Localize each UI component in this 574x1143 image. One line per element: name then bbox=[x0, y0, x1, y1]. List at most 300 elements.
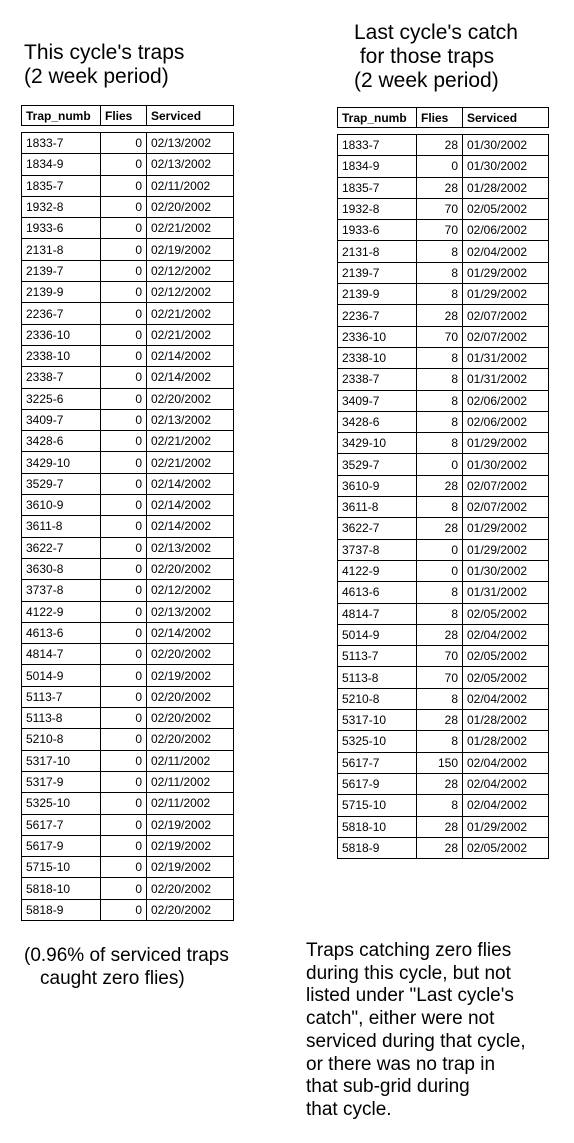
serviced-date-cell: 02/20/2002 bbox=[147, 878, 234, 899]
trap-number-cell: 5317-9 bbox=[22, 771, 101, 792]
table-row bbox=[338, 539, 549, 560]
serviced-date-cell: 02/07/2002 bbox=[463, 326, 549, 347]
serviced-date-cell: 02/11/2002 bbox=[147, 175, 234, 196]
serviced-date-cell: 02/12/2002 bbox=[147, 580, 234, 601]
flies-cell: 28 bbox=[417, 518, 463, 539]
table-row bbox=[338, 390, 549, 411]
flies-cell: 70 bbox=[417, 326, 463, 347]
trap-number-cell: 3529-7 bbox=[338, 454, 417, 475]
flies-cell: 8 bbox=[417, 390, 463, 411]
trap-number-cell: 3529-7 bbox=[22, 473, 101, 494]
trap-number-cell: 5325-10 bbox=[338, 731, 417, 752]
flies-cell: 8 bbox=[417, 411, 463, 432]
header-spacer bbox=[22, 126, 234, 133]
table-row bbox=[22, 878, 234, 899]
table-row bbox=[22, 367, 234, 388]
serviced-date-cell: 02/20/2002 bbox=[147, 196, 234, 217]
flies-cell: 8 bbox=[417, 688, 463, 709]
note-line: listed under "Last cycle's bbox=[306, 985, 514, 1007]
trap-number-cell: 2139-9 bbox=[338, 284, 417, 305]
flies-cell: 0 bbox=[101, 665, 147, 686]
trap-number-cell: 5818-10 bbox=[22, 878, 101, 899]
serviced-date-cell: 02/20/2002 bbox=[147, 899, 234, 920]
trap-number-cell: 1932-8 bbox=[22, 196, 101, 217]
table-row bbox=[22, 558, 234, 579]
flies-cell: 0 bbox=[101, 686, 147, 707]
flies-cell: 70 bbox=[417, 646, 463, 667]
table-row bbox=[22, 708, 234, 729]
trap-number-cell: 5617-7 bbox=[338, 752, 417, 773]
trap-number-cell: 5818-9 bbox=[338, 837, 417, 858]
trap-number-cell: 4613-6 bbox=[338, 582, 417, 603]
table-row bbox=[338, 156, 549, 177]
flies-cell: 8 bbox=[417, 262, 463, 283]
serviced-date-cell: 01/29/2002 bbox=[463, 518, 549, 539]
table-row bbox=[22, 388, 234, 409]
flies-cell: 0 bbox=[101, 708, 147, 729]
serviced-date-cell: 02/21/2002 bbox=[147, 324, 234, 345]
serviced-date-cell: 01/30/2002 bbox=[463, 135, 549, 156]
table-row bbox=[338, 773, 549, 794]
serviced-date-cell: 02/04/2002 bbox=[463, 795, 549, 816]
table-row bbox=[338, 752, 549, 773]
header-spacer-cell bbox=[22, 126, 234, 133]
serviced-date-cell: 02/06/2002 bbox=[463, 411, 549, 432]
table-row bbox=[22, 686, 234, 707]
trap-number-cell: 3409-7 bbox=[22, 409, 101, 430]
flies-cell: 0 bbox=[101, 175, 147, 196]
table-row bbox=[338, 688, 549, 709]
trap-number-cell: 3429-10 bbox=[22, 452, 101, 473]
flies-cell: 0 bbox=[101, 580, 147, 601]
table-row bbox=[338, 198, 549, 219]
trap-number-cell: 3622-7 bbox=[338, 518, 417, 539]
trap-number-cell: 2338-7 bbox=[22, 367, 101, 388]
table-row bbox=[22, 324, 234, 345]
trap-number-cell: 3429-10 bbox=[338, 433, 417, 454]
flies-cell: 0 bbox=[417, 156, 463, 177]
trap-number-cell: 3428-6 bbox=[22, 431, 101, 452]
table-row bbox=[338, 582, 549, 603]
serviced-date-cell: 02/14/2002 bbox=[147, 367, 234, 388]
table-row bbox=[338, 837, 549, 858]
serviced-date-cell: 02/07/2002 bbox=[463, 497, 549, 518]
table-row bbox=[22, 537, 234, 558]
table-row bbox=[338, 560, 549, 581]
table-row bbox=[338, 220, 549, 241]
trap-number-cell: 5617-7 bbox=[22, 814, 101, 835]
serviced-date-cell: 02/04/2002 bbox=[463, 773, 549, 794]
table-row bbox=[338, 454, 549, 475]
table-row bbox=[22, 218, 234, 239]
trap-number-cell: 1834-9 bbox=[338, 156, 417, 177]
table-row bbox=[338, 731, 549, 752]
serviced-date-cell: 02/20/2002 bbox=[147, 644, 234, 665]
last-cycle-title: Last cycle's catch for those traps (2 week period) bbox=[354, 21, 518, 92]
trap-number-cell: 3622-7 bbox=[22, 537, 101, 558]
serviced-date-cell: 02/21/2002 bbox=[147, 303, 234, 324]
flies-cell: 28 bbox=[417, 710, 463, 731]
serviced-date-cell: 02/21/2002 bbox=[147, 452, 234, 473]
table-row bbox=[338, 795, 549, 816]
last-cycle-table bbox=[337, 107, 549, 859]
column-header-flies: Flies bbox=[101, 106, 147, 126]
trap-number-cell: 3610-9 bbox=[22, 495, 101, 516]
trap-number-cell: 1833-7 bbox=[338, 135, 417, 156]
serviced-date-cell: 02/05/2002 bbox=[463, 646, 549, 667]
serviced-date-cell: 02/04/2002 bbox=[463, 752, 549, 773]
table-row bbox=[22, 729, 234, 750]
trap-number-cell: 3737-8 bbox=[338, 539, 417, 560]
serviced-date-cell: 02/19/2002 bbox=[147, 239, 234, 260]
serviced-date-cell: 02/20/2002 bbox=[147, 729, 234, 750]
flies-cell: 28 bbox=[417, 475, 463, 496]
flies-cell: 28 bbox=[417, 135, 463, 156]
trap-number-cell: 2139-9 bbox=[22, 282, 101, 303]
flies-cell: 0 bbox=[101, 537, 147, 558]
flies-cell: 8 bbox=[417, 241, 463, 262]
serviced-date-cell: 02/06/2002 bbox=[463, 220, 549, 241]
serviced-date-cell: 02/05/2002 bbox=[463, 837, 549, 858]
missing-traps-explanation-note bbox=[306, 940, 572, 1122]
table-row bbox=[338, 241, 549, 262]
note-line: that sub-grid during bbox=[306, 1076, 470, 1098]
serviced-date-cell: 01/29/2002 bbox=[463, 284, 549, 305]
table-row bbox=[22, 239, 234, 260]
trap-number-cell: 2131-8 bbox=[22, 239, 101, 260]
flies-cell: 8 bbox=[417, 497, 463, 518]
table-row bbox=[22, 175, 234, 196]
zero-catch-percentage-note bbox=[24, 944, 294, 990]
flies-cell: 0 bbox=[101, 516, 147, 537]
table-row bbox=[22, 345, 234, 366]
trap-number-cell: 3428-6 bbox=[338, 411, 417, 432]
trap-number-cell: 1932-8 bbox=[338, 198, 417, 219]
table-row bbox=[338, 816, 549, 837]
column-header-serviced: Serviced bbox=[147, 106, 234, 126]
serviced-date-cell: 02/20/2002 bbox=[147, 558, 234, 579]
trap-number-cell: 2338-10 bbox=[338, 347, 417, 368]
trap-number-cell: 5014-9 bbox=[22, 665, 101, 686]
column-header-trap-number: Trap_numb bbox=[22, 106, 101, 126]
table-row bbox=[338, 326, 549, 347]
serviced-date-cell: 01/30/2002 bbox=[463, 560, 549, 581]
flies-cell: 0 bbox=[101, 452, 147, 473]
column-header-trap-number: Trap_numb bbox=[338, 108, 417, 128]
trap-number-cell: 1834-9 bbox=[22, 154, 101, 175]
table-row bbox=[22, 580, 234, 601]
serviced-date-cell: 02/13/2002 bbox=[147, 409, 234, 430]
serviced-date-cell: 02/19/2002 bbox=[147, 665, 234, 686]
trap-number-cell: 5317-10 bbox=[338, 710, 417, 731]
serviced-date-cell: 01/28/2002 bbox=[463, 177, 549, 198]
serviced-date-cell: 02/14/2002 bbox=[147, 345, 234, 366]
trap-number-cell: 2139-7 bbox=[338, 262, 417, 283]
table-row bbox=[22, 516, 234, 537]
flies-cell: 70 bbox=[417, 198, 463, 219]
trap-number-cell: 4122-9 bbox=[22, 601, 101, 622]
serviced-date-cell: 02/19/2002 bbox=[147, 835, 234, 856]
flies-cell: 0 bbox=[101, 133, 147, 154]
this-cycle-table bbox=[21, 105, 234, 921]
trap-number-cell: 5325-10 bbox=[22, 793, 101, 814]
table-row bbox=[338, 603, 549, 624]
flies-cell: 0 bbox=[101, 154, 147, 175]
flies-cell: 28 bbox=[417, 773, 463, 794]
trap-number-cell: 1835-7 bbox=[22, 175, 101, 196]
flies-cell: 28 bbox=[417, 305, 463, 326]
flies-cell: 8 bbox=[417, 795, 463, 816]
trap-number-cell: 2139-7 bbox=[22, 260, 101, 281]
flies-cell: 0 bbox=[101, 260, 147, 281]
table-row bbox=[22, 899, 234, 920]
flies-cell: 0 bbox=[101, 218, 147, 239]
serviced-date-cell: 02/11/2002 bbox=[147, 793, 234, 814]
note-line: that cycle. bbox=[306, 1098, 392, 1120]
trap-number-cell: 2338-10 bbox=[22, 345, 101, 366]
flies-cell: 28 bbox=[417, 837, 463, 858]
flies-cell: 70 bbox=[417, 667, 463, 688]
trap-number-cell: 5715-10 bbox=[22, 857, 101, 878]
table-row bbox=[22, 793, 234, 814]
trap-number-cell: 2336-10 bbox=[22, 324, 101, 345]
trap-number-cell: 5210-8 bbox=[338, 688, 417, 709]
table-row bbox=[22, 495, 234, 516]
serviced-date-cell: 02/04/2002 bbox=[463, 624, 549, 645]
serviced-date-cell: 02/13/2002 bbox=[147, 537, 234, 558]
header-spacer-cell bbox=[338, 128, 549, 135]
trap-number-cell: 5617-9 bbox=[22, 835, 101, 856]
flies-cell: 28 bbox=[417, 816, 463, 837]
table-row bbox=[338, 497, 549, 518]
table-row bbox=[22, 857, 234, 878]
trap-number-cell: 5113-7 bbox=[22, 686, 101, 707]
serviced-date-cell: 02/13/2002 bbox=[147, 601, 234, 622]
table-row bbox=[338, 347, 549, 368]
flies-cell: 0 bbox=[101, 431, 147, 452]
table-row bbox=[22, 622, 234, 643]
note-line: catch", either were not bbox=[306, 1008, 495, 1030]
flies-cell: 8 bbox=[417, 731, 463, 752]
flies-cell: 0 bbox=[101, 601, 147, 622]
trap-number-cell: 4613-6 bbox=[22, 622, 101, 643]
serviced-date-cell: 02/11/2002 bbox=[147, 750, 234, 771]
trap-number-cell: 5317-10 bbox=[22, 750, 101, 771]
flies-cell: 0 bbox=[101, 388, 147, 409]
trap-number-cell: 5210-8 bbox=[22, 729, 101, 750]
table-row bbox=[22, 303, 234, 324]
column-header-flies: Flies bbox=[417, 108, 463, 128]
table-header-row bbox=[338, 108, 549, 128]
trap-number-cell: 5014-9 bbox=[338, 624, 417, 645]
serviced-date-cell: 01/29/2002 bbox=[463, 816, 549, 837]
serviced-date-cell: 01/31/2002 bbox=[463, 582, 549, 603]
flies-cell: 0 bbox=[101, 196, 147, 217]
trap-number-cell: 3737-8 bbox=[22, 580, 101, 601]
serviced-date-cell: 01/30/2002 bbox=[463, 156, 549, 177]
trap-number-cell: 2131-8 bbox=[338, 241, 417, 262]
flies-cell: 0 bbox=[101, 303, 147, 324]
table-row bbox=[338, 284, 549, 305]
note-line: or there was no trap in bbox=[306, 1053, 496, 1075]
serviced-date-cell: 02/20/2002 bbox=[147, 708, 234, 729]
flies-cell: 0 bbox=[101, 345, 147, 366]
serviced-date-cell: 02/05/2002 bbox=[463, 667, 549, 688]
trap-number-cell: 2336-10 bbox=[338, 326, 417, 347]
table-row bbox=[22, 835, 234, 856]
table-row bbox=[338, 369, 549, 390]
flies-cell: 0 bbox=[101, 622, 147, 643]
table-row bbox=[338, 433, 549, 454]
trap-number-cell: 5617-9 bbox=[338, 773, 417, 794]
table-row bbox=[338, 475, 549, 496]
trap-number-cell: 1933-6 bbox=[22, 218, 101, 239]
serviced-date-cell: 02/19/2002 bbox=[147, 857, 234, 878]
table-row bbox=[338, 305, 549, 326]
serviced-date-cell: 02/07/2002 bbox=[463, 305, 549, 326]
serviced-date-cell: 02/13/2002 bbox=[147, 133, 234, 154]
trap-number-cell: 5113-8 bbox=[338, 667, 417, 688]
serviced-date-cell: 02/04/2002 bbox=[463, 241, 549, 262]
serviced-date-cell: 01/29/2002 bbox=[463, 539, 549, 560]
flies-cell: 150 bbox=[417, 752, 463, 773]
trap-number-cell: 3409-7 bbox=[338, 390, 417, 411]
flies-cell: 70 bbox=[417, 220, 463, 241]
serviced-date-cell: 01/29/2002 bbox=[463, 433, 549, 454]
serviced-date-cell: 01/30/2002 bbox=[463, 454, 549, 475]
flies-cell: 8 bbox=[417, 284, 463, 305]
column-header-serviced: Serviced bbox=[463, 108, 549, 128]
serviced-date-cell: 02/07/2002 bbox=[463, 475, 549, 496]
trap-number-cell: 3611-8 bbox=[22, 516, 101, 537]
flies-cell: 0 bbox=[101, 857, 147, 878]
trap-number-cell: 5818-9 bbox=[22, 899, 101, 920]
this-cycle-title: This cycle's traps (2 week period) bbox=[24, 41, 185, 88]
flies-cell: 0 bbox=[101, 473, 147, 494]
table-row bbox=[22, 665, 234, 686]
trap-number-cell: 3611-8 bbox=[338, 497, 417, 518]
flies-cell: 0 bbox=[417, 539, 463, 560]
table-row bbox=[22, 260, 234, 281]
table-row bbox=[22, 814, 234, 835]
flies-cell: 0 bbox=[101, 814, 147, 835]
note-line: Traps catching zero flies bbox=[306, 940, 512, 961]
trap-number-cell: 3630-8 bbox=[22, 558, 101, 579]
serviced-date-cell: 02/14/2002 bbox=[147, 516, 234, 537]
serviced-date-cell: 02/21/2002 bbox=[147, 431, 234, 452]
serviced-date-cell: 02/20/2002 bbox=[147, 686, 234, 707]
table-row bbox=[22, 282, 234, 303]
table-row bbox=[22, 452, 234, 473]
trap-number-cell: 5113-7 bbox=[338, 646, 417, 667]
flies-cell: 0 bbox=[101, 324, 147, 345]
trap-number-cell: 4814-7 bbox=[22, 644, 101, 665]
table-row bbox=[338, 710, 549, 731]
note-line: serviced during that cycle, bbox=[306, 1030, 526, 1052]
flies-cell: 8 bbox=[417, 369, 463, 390]
flies-cell: 28 bbox=[417, 624, 463, 645]
trap-number-cell: 5113-8 bbox=[22, 708, 101, 729]
trap-number-cell: 3610-9 bbox=[338, 475, 417, 496]
flies-cell: 8 bbox=[417, 433, 463, 454]
serviced-date-cell: 02/06/2002 bbox=[463, 390, 549, 411]
header-spacer bbox=[338, 128, 549, 135]
flies-cell: 0 bbox=[101, 771, 147, 792]
serviced-date-cell: 01/28/2002 bbox=[463, 710, 549, 731]
table-row bbox=[22, 750, 234, 771]
note-line: (0.96% of serviced traps bbox=[24, 945, 229, 966]
table-row bbox=[338, 177, 549, 198]
trap-number-cell: 5715-10 bbox=[338, 795, 417, 816]
table-row bbox=[338, 135, 549, 156]
flies-cell: 0 bbox=[101, 558, 147, 579]
trap-number-cell: 4122-9 bbox=[338, 560, 417, 581]
table-header-row bbox=[22, 106, 234, 126]
serviced-date-cell: 02/04/2002 bbox=[463, 688, 549, 709]
flies-cell: 0 bbox=[101, 793, 147, 814]
flies-cell: 0 bbox=[101, 835, 147, 856]
table-row bbox=[22, 601, 234, 622]
flies-cell: 0 bbox=[101, 282, 147, 303]
trap-number-cell: 1835-7 bbox=[338, 177, 417, 198]
flies-cell: 0 bbox=[101, 495, 147, 516]
serviced-date-cell: 01/28/2002 bbox=[463, 731, 549, 752]
serviced-date-cell: 02/19/2002 bbox=[147, 814, 234, 835]
table-row bbox=[338, 624, 549, 645]
table-row bbox=[338, 667, 549, 688]
table-row bbox=[22, 409, 234, 430]
serviced-date-cell: 02/21/2002 bbox=[147, 218, 234, 239]
flies-cell: 8 bbox=[417, 347, 463, 368]
serviced-date-cell: 02/14/2002 bbox=[147, 495, 234, 516]
table-row bbox=[338, 646, 549, 667]
table-row bbox=[22, 133, 234, 154]
flies-cell: 0 bbox=[101, 644, 147, 665]
table-row bbox=[22, 154, 234, 175]
flies-cell: 0 bbox=[101, 409, 147, 430]
trap-number-cell: 2236-7 bbox=[338, 305, 417, 326]
table-row bbox=[22, 196, 234, 217]
table-row bbox=[22, 473, 234, 494]
table-row bbox=[22, 644, 234, 665]
trap-number-cell: 1933-6 bbox=[338, 220, 417, 241]
flies-cell: 0 bbox=[101, 878, 147, 899]
serviced-date-cell: 02/14/2002 bbox=[147, 622, 234, 643]
serviced-date-cell: 02/05/2002 bbox=[463, 603, 549, 624]
serviced-date-cell: 02/20/2002 bbox=[147, 388, 234, 409]
flies-cell: 0 bbox=[417, 454, 463, 475]
serviced-date-cell: 02/11/2002 bbox=[147, 771, 234, 792]
serviced-date-cell: 02/12/2002 bbox=[147, 282, 234, 303]
trap-number-cell: 2236-7 bbox=[22, 303, 101, 324]
table-row bbox=[22, 771, 234, 792]
flies-cell: 0 bbox=[417, 560, 463, 581]
serviced-date-cell: 02/13/2002 bbox=[147, 154, 234, 175]
serviced-date-cell: 02/05/2002 bbox=[463, 198, 549, 219]
note-line: caught zero flies) bbox=[40, 968, 185, 989]
table-row bbox=[338, 262, 549, 283]
flies-cell: 8 bbox=[417, 582, 463, 603]
flies-cell: 0 bbox=[101, 239, 147, 260]
serviced-date-cell: 01/29/2002 bbox=[463, 262, 549, 283]
serviced-date-cell: 01/31/2002 bbox=[463, 369, 549, 390]
flies-cell: 28 bbox=[417, 177, 463, 198]
flies-cell: 0 bbox=[101, 899, 147, 920]
trap-number-cell: 3225-6 bbox=[22, 388, 101, 409]
trap-number-cell: 1833-7 bbox=[22, 133, 101, 154]
flies-cell: 0 bbox=[101, 729, 147, 750]
flies-cell: 8 bbox=[417, 603, 463, 624]
